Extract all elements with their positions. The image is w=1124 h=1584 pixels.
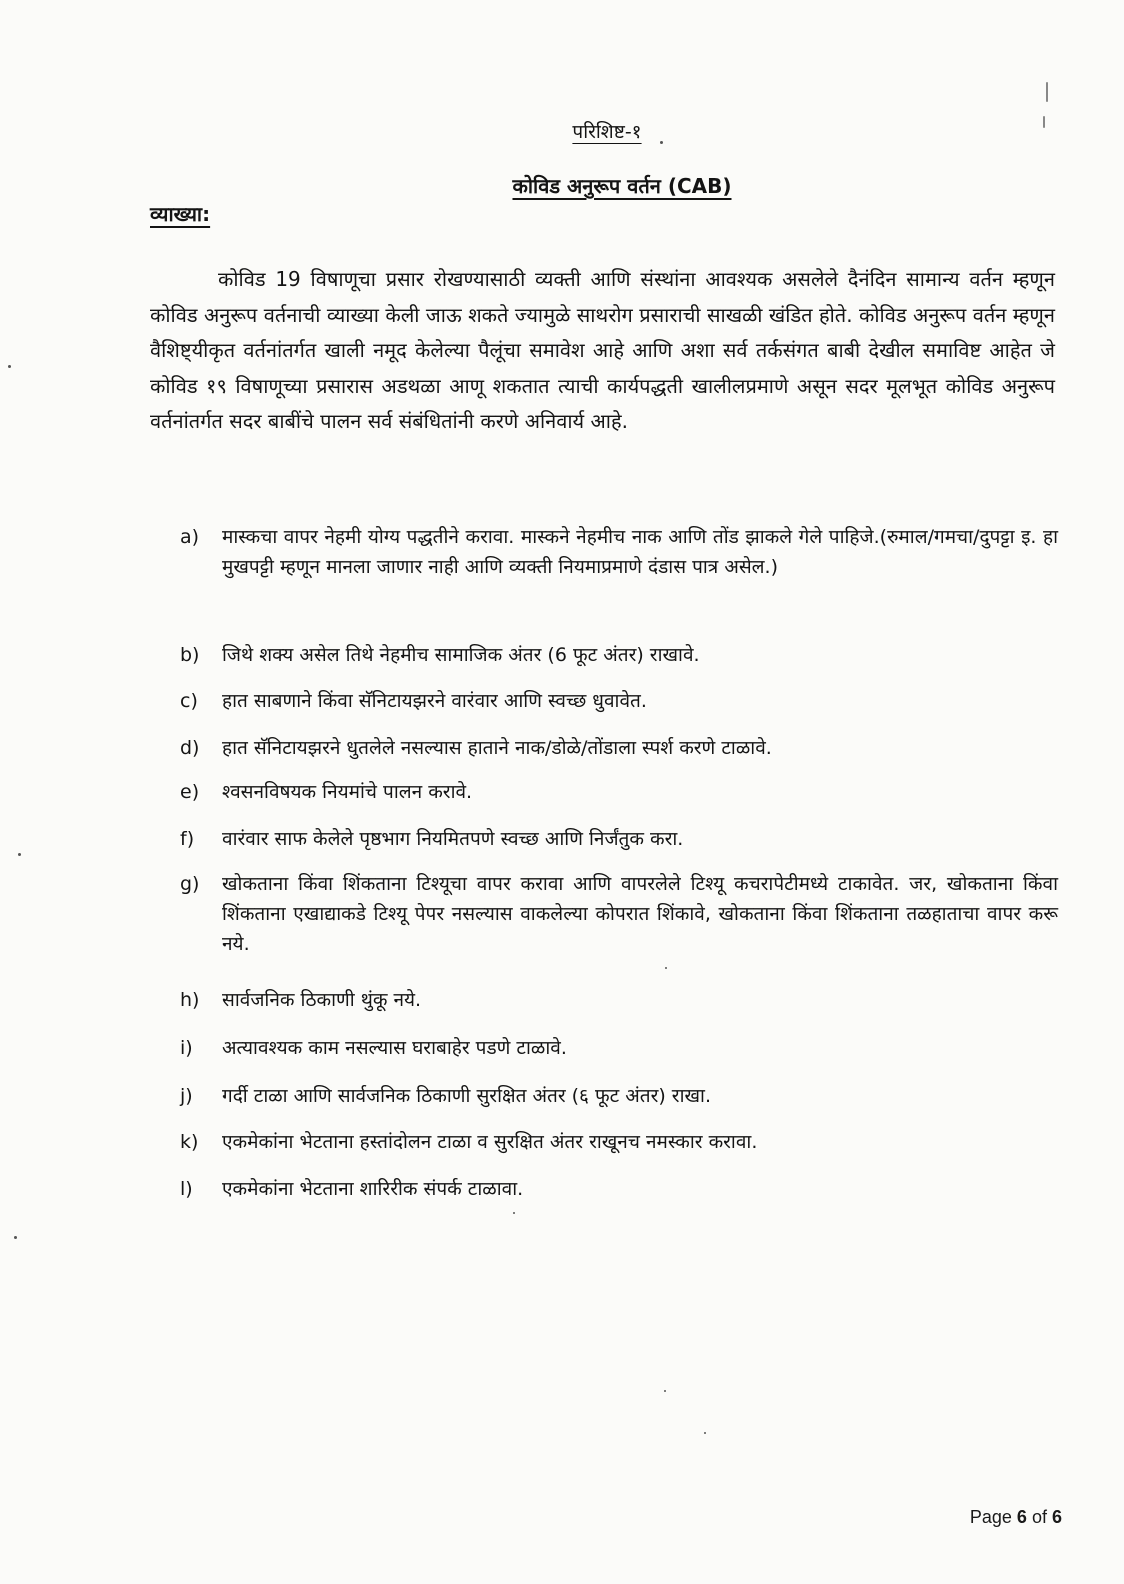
list-item-letter: b) (180, 644, 200, 666)
list-item-letter: k) (180, 1131, 199, 1153)
list-item (180, 1127, 1058, 1157)
current-page: 6 (1016, 1507, 1027, 1527)
scan-speck (660, 141, 663, 144)
list-item-text: सार्वजनिक ठिकाणी थुंकू नये. (222, 989, 422, 1011)
scan-speck (8, 365, 11, 368)
list-item-letter: j) (180, 1085, 193, 1107)
list-item (180, 1174, 1058, 1204)
definition-heading: व्याख्या: (150, 202, 211, 226)
list-item-letter: g) (180, 873, 200, 895)
page-word: Page (969, 1507, 1012, 1527)
list-item (180, 640, 1058, 670)
scan-speck (18, 853, 21, 856)
annex-label: परिशिष्ट-१ (572, 121, 642, 143)
list-item (180, 824, 1058, 854)
list-item (180, 522, 1058, 582)
list-item (180, 777, 1058, 807)
list-item-text: वारंवार साफ केलेले पृष्ठभाग नियमितपणे स्वच्छ आणि निर्जंतुक करा. (222, 828, 684, 850)
list-item-text: एकमेकांना भेटताना हस्तांदोलन टाळा व सुरक्षित अंतर राखूनच नमस्कार करावा. (222, 1131, 758, 1153)
of-word: of (1031, 1507, 1047, 1527)
list-item-letter: e) (180, 781, 200, 803)
scan-mark (1046, 82, 1048, 102)
list-item (180, 733, 1058, 763)
list-item-letter: a) (180, 526, 200, 548)
list-item (180, 1081, 1058, 1111)
page-number (970, 1507, 1062, 1528)
list-item-letter: f) (180, 828, 195, 850)
intro-paragraph: कोविड 19 विषाणूचा प्रसार रोखण्यासाठी व्यक्ती आणि संस्थांना आवश्यक असलेले दैनंदिन सामान्य वर्तन म्हणून कोविड अनुरूप वर्तनाची व्याख्या केली जाऊ शकते ज्यामुळे साथरोग प्रसाराची साखळी खंडित होते. कोविड अनुरूप वर्तन म्हणून वैशिष्ट्यीकृत वर्तनांतर्गत खाली नमूद केलेल्या पैलूंचा समावेश आहे आणि अशा सर्व तर्कसंगत बाबी देखील समाविष्ट आहेत जे कोविड १९ विषाणूच्या प्रसारास अडथळा आणू शकतात त्याची कार्यपद्धती खालीलप्रमाणे असून सदर मूलभूत कोविड अनुरूप वर्तनांतर्गत सदर बाबींचे पालन सर्व संबंधितांनी करणे अनिवार्य आहे. (150, 267, 1055, 433)
list-item-text: हात साबणाने किंवा सॅनिटायझरने वारंवार आणि स्वच्छ धुवावेत. (222, 690, 647, 712)
list-item-letter: l) (180, 1178, 193, 1200)
list-item (180, 985, 1058, 1015)
list-item-text: श्वसनविषयक नियमांचे पालन करावे. (222, 781, 473, 803)
document-title: कोविड अनुरूप वर्तन (CAB) (512, 174, 732, 198)
list-item (180, 686, 1058, 716)
scan-speck (14, 1236, 17, 1239)
list-item-text: खोकताना किंवा शिंकताना टिश्यूचा वापर करावा आणि वापरलेले टिश्यू कचरापेटीमध्ये टाकावेत. जर, खोकताना किंवा शिंकताना एखाद्याकडे टिश्यू पेपर नसल्यास वाकलेल्या कोपरात शिंकावे, खोकताना किंवा शिंकताना तळहाताचा वापर करू नये. (222, 873, 1058, 955)
list-item-text: हात सॅनिटायझरने धुतलेले नसल्यास हाताने नाक/डोळे/तोंडाला स्पर्श करणे टाळावे. (222, 737, 772, 759)
list-item-text: अत्यावश्यक काम नसल्यास घराबाहेर पडणे टाळावे. (222, 1037, 567, 1059)
scan-speck (664, 1390, 666, 1392)
list-item-text: एकमेकांना भेटताना शारिरीक संपर्क टाळावा. (222, 1178, 524, 1200)
list-item-letter: i) (180, 1037, 193, 1059)
scan-mark (1043, 116, 1045, 128)
list-item-text: जिथे शक्य असेल तिथे नेहमीच सामाजिक अंतर (6 फूट अंतर) राखावे. (222, 644, 700, 666)
list-item-letter: h) (180, 989, 200, 1011)
list-item (180, 869, 1058, 959)
scan-speck (704, 1432, 706, 1434)
list-item-letter: d) (180, 737, 200, 759)
scan-speck (665, 967, 667, 969)
list-item-text: मास्कचा वापर नेहमी योग्य पद्धतीने करावा. मास्कने नेहमीच नाक आणि तोंड झाकले गेले पाहिजे.(रुमाल/गमचा/दुपट्टा इ. हा मुखपट्टी म्हणून मानला जाणार नाही आणि व्यक्ती नियमाप्रमाणे दंडास पात्र असेल.) (222, 526, 1058, 578)
total-pages: 6 (1051, 1507, 1062, 1527)
scan-speck (513, 1212, 515, 1214)
list-item (180, 1033, 1058, 1063)
list-item-letter: c) (180, 690, 198, 712)
list-item-text: गर्दी टाळा आणि सार्वजनिक ठिकाणी सुरक्षित अंतर (६ फूट अंतर) राखा. (222, 1085, 712, 1107)
